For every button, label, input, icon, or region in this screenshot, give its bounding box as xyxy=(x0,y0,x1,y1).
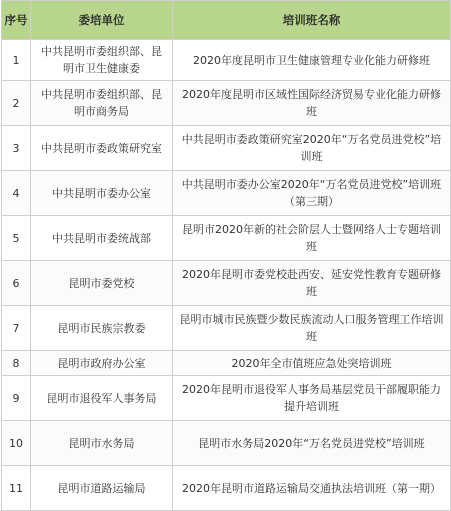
row-unit: 中共昆明市委办公室 xyxy=(31,171,173,216)
row-unit: 昆明市水务局 xyxy=(31,421,173,466)
row-course: 2020年昆明市道路运输局交通执法培训班（第一期） xyxy=(173,466,451,511)
row-number: 1 xyxy=(2,40,31,81)
row-course: 昆明市水务局2020年“万名党员进党校”培训班 xyxy=(173,421,451,466)
row-number: 5 xyxy=(2,216,31,261)
table-row xyxy=(2,40,451,81)
row-unit: 昆明市退役军人事务局 xyxy=(31,376,173,421)
row-course: 2020年昆明市退役军人事务局基层党员干部履职能力提升培训班 xyxy=(173,376,451,421)
row-course: 昆明市2020年新的社会阶层人士暨网络人士专题培训班 xyxy=(173,216,451,261)
table-row xyxy=(2,81,451,126)
row-course: 中共昆明市委政策研究室2020年“万名党员进党校”培训班 xyxy=(173,126,451,171)
row-course: 2020年度昆明市区域性国际经济贸易专业化能力研修班 xyxy=(173,81,451,126)
row-unit: 中共昆明市委组织部、昆明市卫生健康委 xyxy=(31,40,173,81)
row-number: 6 xyxy=(2,261,31,306)
row-number: 11 xyxy=(2,466,31,511)
row-unit: 昆明市道路运输局 xyxy=(31,466,173,511)
table-row xyxy=(2,376,451,421)
table-row xyxy=(2,216,451,261)
table-row xyxy=(2,306,451,351)
table-row xyxy=(2,421,451,466)
table-row xyxy=(2,466,451,511)
row-number: 8 xyxy=(2,351,31,376)
row-number: 7 xyxy=(2,306,31,351)
row-number: 9 xyxy=(2,376,31,421)
training-table xyxy=(1,0,451,511)
table-row xyxy=(2,126,451,171)
row-course: 2020年昆明市委党校赴西安、延安党性教育专题研修班 xyxy=(173,261,451,306)
header-course: 培训班名称 xyxy=(173,1,451,40)
row-unit: 中共昆明市委统战部 xyxy=(31,216,173,261)
row-number: 4 xyxy=(2,171,31,216)
row-course: 中共昆明市委办公室2020年“万名党员进党校”培训班（第三期） xyxy=(173,171,451,216)
row-unit: 昆明市委党校 xyxy=(31,261,173,306)
row-course: 昆明市城市民族暨少数民族流动人口服务管理工作培训班 xyxy=(173,306,451,351)
table-row xyxy=(2,351,451,376)
row-number: 2 xyxy=(2,81,31,126)
row-number: 10 xyxy=(2,421,31,466)
table-row xyxy=(2,171,451,216)
row-unit: 中共昆明市委政策研究室 xyxy=(31,126,173,171)
row-unit: 昆明市政府办公室 xyxy=(31,351,173,376)
row-number: 3 xyxy=(2,126,31,171)
header-unit: 委培单位 xyxy=(31,1,173,40)
row-unit: 中共昆明市委组织部、昆明市商务局 xyxy=(31,81,173,126)
table-row xyxy=(2,261,451,306)
row-course: 2020年全市值班应急处突培训班 xyxy=(173,351,451,376)
row-course: 2020年度昆明市卫生健康管理专业化能力研修班 xyxy=(173,40,451,81)
header-number: 序号 xyxy=(2,1,31,40)
row-unit: 昆明市民族宗教委 xyxy=(31,306,173,351)
table-header-row xyxy=(2,1,451,40)
